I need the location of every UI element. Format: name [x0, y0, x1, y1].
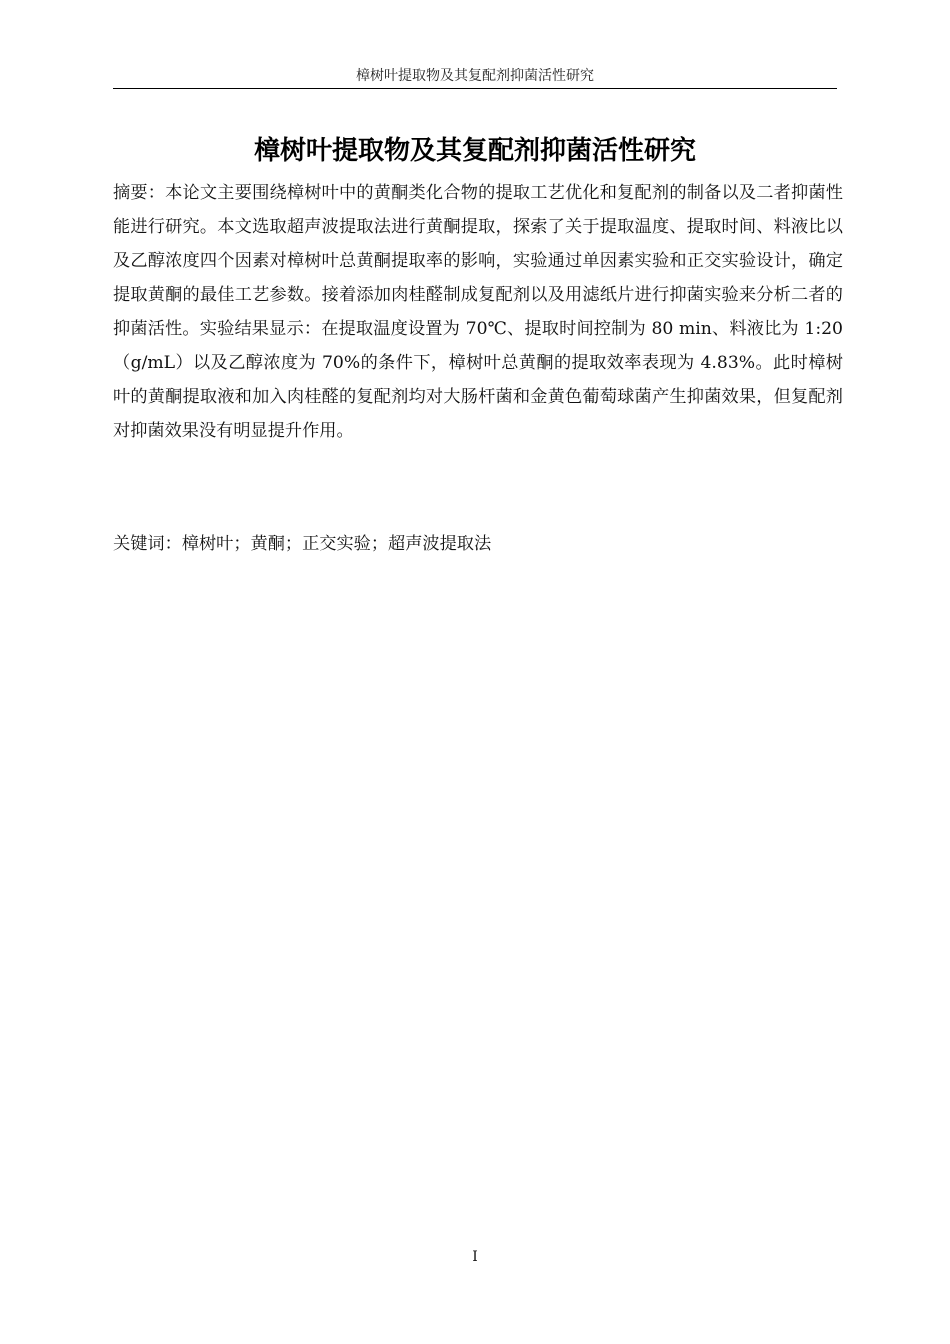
abstract-text: 本论文主要围绕樟树叶中的黄酮类化合物的提取工艺优化和复配剂的制备以及二者抑菌性能进行研究。本文选取超声波提取法进行黄酮提取，探索了关于提取温度、提取时间、料液比以及乙醇浓度四个因素对樟树叶总黄酮提取率的影响，实验通过单因素实验和正交实验设计，确定提取黄酮的最佳工艺参数。接着添加肉桂醛制成复配剂以及用滤纸片进行抑菌实验来分析二者的抑菌活性。实验结果显示：在提取温度设置为 70℃、提取时间控制为 80 min、料液比为 1:20（g/mL）以及乙醇浓度为 70%的条件下，樟树叶总黄酮的提取效率表现为 4.83%。此时樟树叶的黄酮提取液和加入肉桂醛的复配剂均对大肠杆菌和金黄色葡萄球菌产生抑菌效果，但复配剂对抑菌效果没有明显提升作用。 [113, 183, 843, 441]
abstract-paragraph [113, 176, 843, 448]
page-number: I [472, 1249, 478, 1265]
document-title: 樟树叶提取物及其复配剂抑菌活性研究 [253, 136, 696, 167]
keywords-line [113, 527, 837, 561]
abstract-label: 摘要： [113, 183, 166, 203]
keywords-label: 关键词： [113, 534, 182, 554]
header-rule [113, 88, 837, 89]
running-header: 樟树叶提取物及其复配剂抑菌活性研究 [356, 68, 594, 84]
keywords-text: 樟树叶；黄酮；正交实验；超声波提取法 [181, 534, 492, 554]
